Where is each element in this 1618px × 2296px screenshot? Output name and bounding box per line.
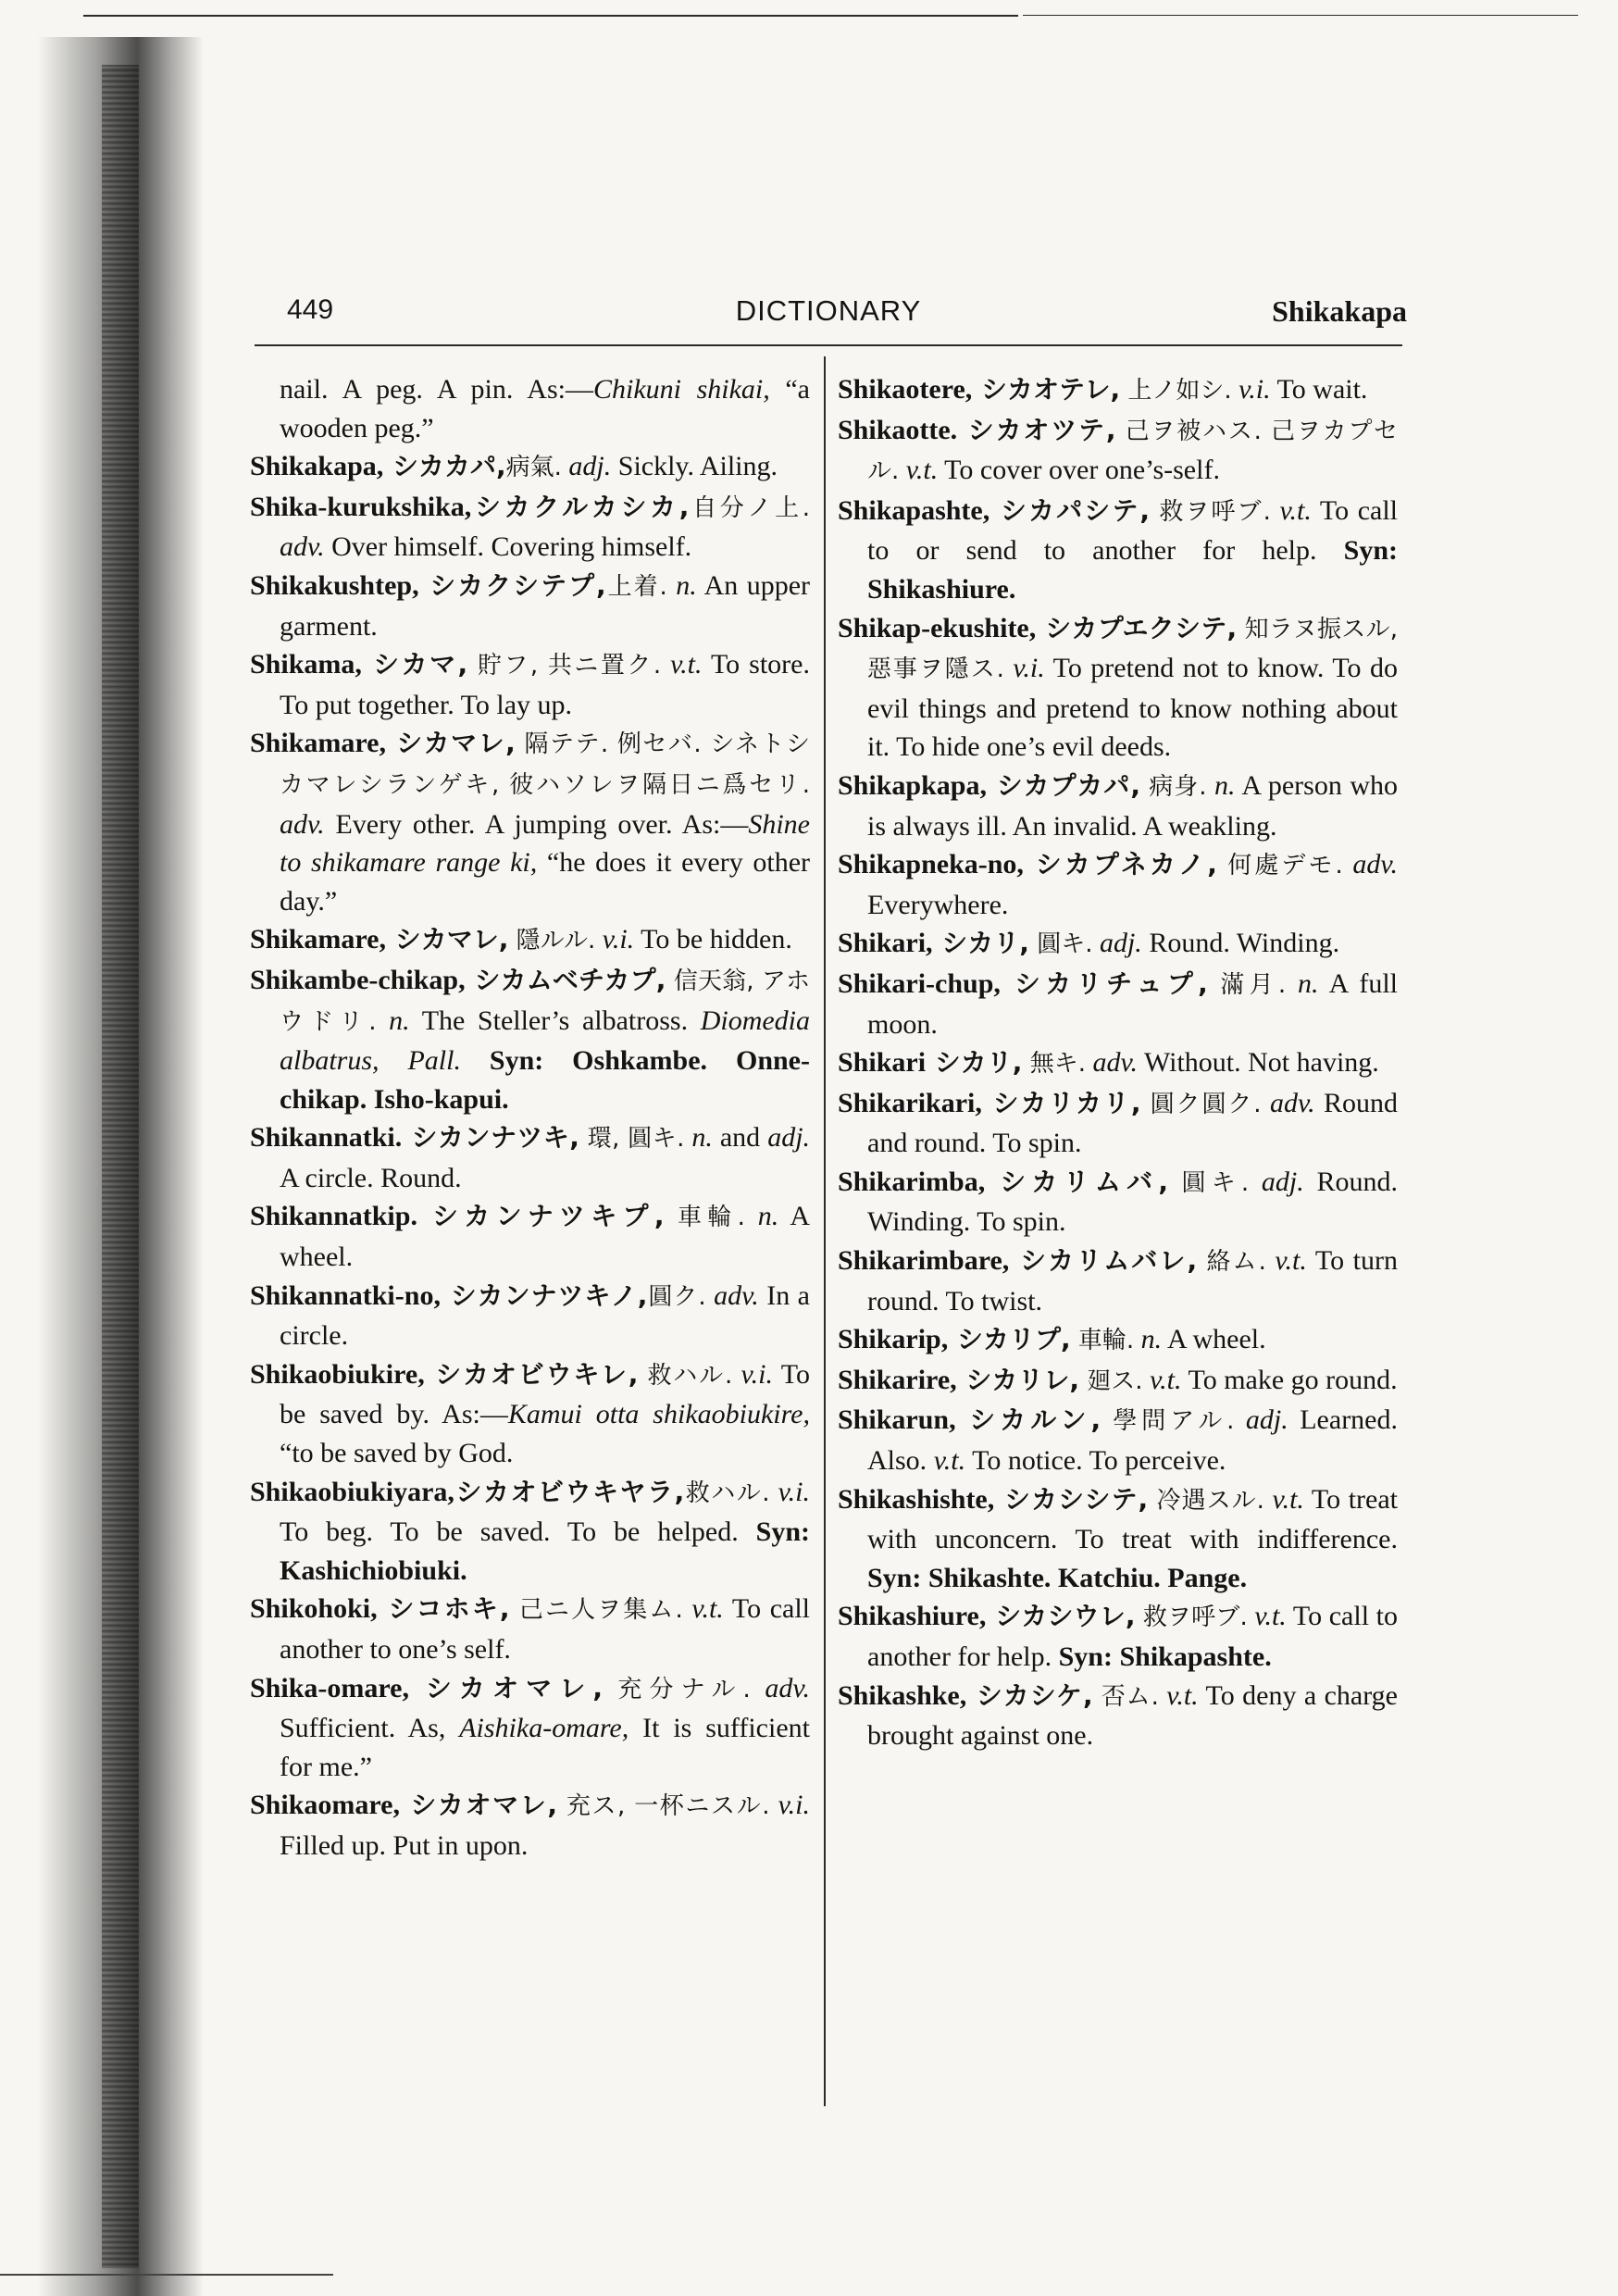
entry-part-of-speech: n. <box>684 1122 713 1154</box>
entry-kana: シカプネカノ, <box>1023 849 1217 880</box>
entry-headword: Shikama, <box>250 649 362 680</box>
entry-definition: To cover over one’s-self. <box>938 455 1220 486</box>
entry-part-of-speech: adj. <box>1234 1404 1288 1436</box>
entry-headword: Shikannatki-no, <box>250 1279 441 1311</box>
entry-kana: シカパシテ, <box>989 494 1151 526</box>
entry-part-of-speech: n. <box>1286 967 1319 999</box>
entry-kana: シカリレ, <box>956 1364 1080 1395</box>
entry-kana: シカンナツキプ, <box>417 1201 665 1232</box>
dictionary-entry <box>250 447 810 488</box>
entry-kanji: 車輪. <box>1070 1327 1135 1355</box>
entry-part-of-speech: v.t. <box>1247 1601 1287 1632</box>
entry-definition: To pretend not to know. To do evil things and pretend to know nothing about it. To hide one’s evil deeds. <box>867 653 1398 763</box>
bottom-rule <box>0 2274 333 2276</box>
entry-headword: Shikaobiukire, <box>250 1358 425 1390</box>
entry-part-of-speech: n. <box>1134 1324 1163 1355</box>
entry-definition: Round. Winding. <box>1141 928 1340 959</box>
entry-kanji: 無キ. <box>1022 1050 1086 1079</box>
entry-definition: “he does it every other day.” <box>280 847 811 917</box>
dictionary-entry <box>250 1355 810 1473</box>
entry-synonyms: Syn: Shikapashte. <box>1052 1641 1272 1672</box>
entry-part-of-speech: v.i. <box>769 1476 810 1507</box>
entry-kanji: 車輪. <box>664 1204 745 1232</box>
entry-kana: シカオマレ, <box>408 1672 604 1703</box>
entry-kanji: 否ム. <box>1092 1682 1159 1711</box>
entry-example: Shine to shikamare range ki, <box>280 808 810 879</box>
dictionary-entry <box>250 488 810 567</box>
entry-definition: Sickly. Ailing. <box>611 451 778 482</box>
entry-headword: Shikashiure, <box>838 1601 987 1632</box>
dictionary-entry <box>838 492 1398 609</box>
dictionary-entry <box>838 1084 1398 1163</box>
entry-kanji: 病氣. <box>505 454 562 482</box>
entry-definition: Learned. Also. <box>867 1404 1398 1477</box>
entry-kanji: 貯フ, 共ニ置ク. <box>467 652 662 680</box>
entry-definition: To wait. <box>1270 374 1368 405</box>
entry-kanji: 救ハル. <box>684 1479 770 1507</box>
header-rule <box>255 344 1402 346</box>
entry-kana: シカオマレ, <box>399 1790 557 1821</box>
entry-headword: Shikarimbare, <box>838 1245 1010 1277</box>
entry-headword: Shikap-ekushite, <box>838 612 1037 643</box>
entry-kana: シカリムバレ, <box>1009 1245 1198 1277</box>
dictionary-entry <box>838 411 1398 492</box>
entry-definition: Everywhere. <box>867 889 1009 920</box>
dictionary-entry <box>838 1401 1398 1479</box>
entry-definition: To make go round. <box>1181 1364 1398 1395</box>
entry-kana: シカマレ, <box>385 924 509 955</box>
entry-kanji: 救ヲ呼ブ. <box>1135 1603 1248 1632</box>
entry-kanji: 絡ム. <box>1197 1248 1266 1277</box>
entry-kanji: 冷遇スル. <box>1148 1486 1264 1515</box>
page-number: 449 <box>287 294 334 325</box>
entry-headword: Shikaotere, <box>838 374 973 405</box>
entry-example: Chikuni shikai, <box>592 374 770 405</box>
dictionary-entry <box>250 1669 810 1787</box>
entry-kanji: 救ヲ呼ブ. <box>1150 497 1271 526</box>
entry-synonyms: Syn: Oshkambe. Onne-chikap. Isho-kapui. <box>280 1045 810 1115</box>
entry-kana: シカシケ, <box>966 1679 1093 1711</box>
entry-synonyms: Syn: Shikashte. Katchiu. Pange. <box>867 1562 1248 1593</box>
entry-headword: Shikaotte. <box>838 414 958 445</box>
entry-kanji: 病身. <box>1140 772 1207 801</box>
entry-kanji: 上着. <box>605 572 667 601</box>
entry-part-of-speech: adv. <box>1261 1087 1315 1118</box>
entry-part-of-speech: n. <box>1206 769 1236 801</box>
entry-kana: シカオテレ, <box>972 374 1121 405</box>
entry-part-of-speech: n. <box>666 569 697 601</box>
entry-headword: Shikakushtep, <box>250 569 419 601</box>
entry-example: Kamui otta shikaobiukire, <box>507 1399 810 1430</box>
dictionary-entry <box>250 1197 810 1276</box>
entry-part-of-speech: v.t. <box>933 1445 966 1477</box>
dictionary-entry <box>838 1043 1398 1084</box>
entry-kanji: 知ラヌ振スル, 惡事ヲ隱ス. <box>867 615 1398 684</box>
dictionary-entry <box>250 567 810 645</box>
entry-definition: “to be saved by God. <box>280 1438 514 1469</box>
entry-kanji: 環, 圓キ. <box>579 1125 685 1154</box>
entry-kana: シカクルカシカ, <box>471 491 690 522</box>
running-title: DICTIONARY <box>735 294 922 327</box>
dictionary-entry <box>250 1118 810 1197</box>
entry-definition: Sufficient. As, <box>280 1713 460 1744</box>
entry-headword: Shika-kurukshika, <box>250 491 472 522</box>
dictionary-entry <box>838 1242 1398 1320</box>
dictionary-entry <box>838 1163 1398 1242</box>
entry-definition: A circle. Round. <box>280 1162 462 1193</box>
dictionary-entry <box>838 370 1398 411</box>
entry-headword: Shikohoki, <box>250 1593 378 1625</box>
entry-kanji: 圓キ. <box>1028 930 1093 959</box>
entry-kana: シカムベチカプ, <box>465 964 666 995</box>
entry-part-of-speech: v.t. <box>1142 1364 1182 1395</box>
entry-headword: Shikarip, <box>838 1324 949 1355</box>
entry-definition: To store. To put together. To lay up. <box>280 649 810 720</box>
entry-headword: Shikarun, <box>838 1404 956 1436</box>
dictionary-entry <box>838 1677 1398 1755</box>
entry-headword: Shikari, <box>838 928 933 959</box>
entry-definition: To beg. To be saved. To be helped. <box>280 1516 739 1548</box>
entry-kana: シカリカリ, <box>981 1087 1141 1118</box>
entry-part-of-speech: v.i. <box>769 1790 810 1821</box>
entry-kana: シカプカパ, <box>986 769 1141 801</box>
entry-part-of-speech: v.t. <box>682 1593 724 1625</box>
entry-definition: A full moon. <box>867 967 1399 1040</box>
dictionary-entry <box>250 1473 810 1591</box>
entry-definition: It is sufficient for me.” <box>280 1713 810 1782</box>
entry-part-of-speech: adj. <box>561 451 612 482</box>
entry-headword: Shikakapa, <box>250 451 384 482</box>
entry-part-of-speech: v.i. <box>595 924 635 955</box>
entry-kanji: 隔テテ. 例セバ. シネトシカマレシランゲキ, 彼ハソレヲ隔日ニ爲セリ. <box>280 730 811 799</box>
entry-kana: シカリチュプ, <box>1000 967 1208 999</box>
entry-kanji: 己ニ人ヲ集ム. <box>509 1596 683 1625</box>
entry-kanji: 圓ク圓ク. <box>1140 1090 1262 1118</box>
left-column <box>250 370 810 1866</box>
entry-part-of-speech: adv. <box>750 1672 810 1703</box>
entry-definition: To notice. To perceive. <box>965 1445 1226 1477</box>
dictionary-entry <box>838 1361 1398 1402</box>
entry-part-of-speech: n. <box>744 1201 779 1232</box>
entry-definition: In a circle. <box>280 1279 810 1352</box>
entry-headword: Shikannatki. <box>250 1122 403 1154</box>
dictionary-entry <box>838 924 1398 965</box>
entry-headword: Shikari-chup, <box>838 967 1001 999</box>
right-column <box>838 370 1398 1755</box>
dictionary-entry <box>838 1320 1398 1361</box>
entry-kanji: 充ス, 一杯ニスル. <box>556 1792 770 1821</box>
dictionary-entry <box>250 724 810 920</box>
entry-kana: シカカパ, <box>383 451 506 482</box>
entry-kana: シコホキ, <box>377 1593 510 1625</box>
entry-kanji: 廻ス. <box>1079 1366 1143 1395</box>
entry-definition: The Steller’s albatross. <box>409 1004 701 1036</box>
entry-example: Aishika-omare, <box>459 1713 629 1744</box>
entry-definition: To call another to one’s self. <box>280 1593 810 1665</box>
dictionary-entry <box>250 961 810 1118</box>
column-divider <box>824 356 826 2106</box>
top-rule <box>83 15 1018 17</box>
dictionary-entry <box>838 965 1398 1043</box>
entry-part-of-speech: v.t. <box>1265 1245 1307 1277</box>
entry-kanji: 圓キ. <box>1167 1168 1250 1197</box>
entry-headword: Shikarikari, <box>838 1087 982 1118</box>
entry-kana: シカオビウキヤラ, <box>454 1476 685 1507</box>
entry-part-of-speech: v.t. <box>1270 494 1312 526</box>
entry-part-of-speech: adv. <box>705 1279 759 1311</box>
dictionary-entry <box>838 609 1398 767</box>
entry-kana: シカリ, <box>932 928 1029 959</box>
entry-kana: シカンナツキノ, <box>440 1279 648 1311</box>
entry-headword: Shikannatkip. <box>250 1201 417 1232</box>
entry-kanji: 滿月. <box>1207 970 1287 999</box>
dictionary-entry <box>250 1277 810 1355</box>
entry-part-of-speech: adv. <box>1342 849 1399 880</box>
entry-definition: Without. Not having. <box>1138 1047 1379 1079</box>
entry-definition: To call to another for help. <box>867 1601 1398 1672</box>
entry-part-of-speech: v.i. <box>1003 653 1045 684</box>
entry-definition: Every other. A jumping over. As:— <box>324 808 749 840</box>
entry-kanji: 信天翁, アホウドリ. <box>280 967 811 1036</box>
entry-part-of-speech: v.t. <box>661 649 703 680</box>
page-spine-texture <box>102 65 139 2268</box>
entry-definition: To deny a charge brought against one. <box>867 1679 1398 1752</box>
entry-definition: Over himself. Covering himself. <box>324 531 692 563</box>
entry-part-of-speech: adj. <box>767 1122 811 1154</box>
dictionary-entry <box>250 920 810 961</box>
dictionary-entry <box>250 1786 810 1865</box>
entry-part-of-speech: n. <box>376 1004 410 1036</box>
entry-kanji: 何處デモ. <box>1216 852 1343 880</box>
entry-part-of-speech: adv. <box>1085 1047 1139 1079</box>
entry-kanji: 充分ナル. <box>603 1675 751 1703</box>
entry-synonyms: Syn: Kashichiobiuki. <box>280 1516 811 1586</box>
dictionary-entry <box>250 1590 810 1668</box>
entry-kana: シカクシテプ, <box>418 569 606 601</box>
entry-definition: nail. A peg. A pin. As:— <box>280 374 593 405</box>
entry-kana: シカシシテ, <box>994 1483 1149 1515</box>
entry-definition: Round and round. To spin. <box>867 1087 1399 1159</box>
entry-kanji: 圓ク. <box>647 1282 706 1311</box>
entry-part-of-speech: adv. <box>280 531 325 563</box>
entry-definition: Round. Winding. To spin. <box>867 1166 1398 1238</box>
entry-part-of-speech: v.t. <box>1263 1483 1304 1515</box>
entry-kana: シカリプ, <box>948 1324 1071 1355</box>
entry-kana: シカオビウキレ, <box>424 1358 639 1390</box>
entry-part-of-speech: adj. <box>1249 1166 1304 1197</box>
entry-kana: シカマ, <box>361 649 468 680</box>
entry-kanji: 上ノ如シ. <box>1120 377 1232 405</box>
entry-headword: Shikashishte, <box>838 1483 995 1515</box>
entry-definition: A person who is always ill. An invalid. A weakling. <box>867 769 1399 842</box>
entry-headword: Shikari <box>838 1047 927 1079</box>
entry-kanji: 救ハル. <box>638 1361 733 1390</box>
page-header <box>250 294 1407 341</box>
entry-definition: An upper garment. <box>280 569 811 642</box>
top-rule-right <box>1023 15 1578 16</box>
entry-headword: Shikapkapa, <box>838 769 987 801</box>
entry-kana: シカシウレ, <box>986 1601 1136 1632</box>
dictionary-entry <box>838 1480 1398 1598</box>
entry-headword: Shikapashte, <box>838 494 990 526</box>
dictionary-entry <box>250 645 810 724</box>
entry-headword: Shikapneka-no, <box>838 849 1024 880</box>
entry-example: Diomedia albatrus, Pall. <box>280 1004 811 1077</box>
entry-definition: and <box>712 1122 768 1154</box>
entry-kanji: 自分ノ上. <box>689 493 810 522</box>
entry-kana: シカリムバ, <box>985 1166 1168 1197</box>
entry-definition: A wheel. <box>1162 1324 1266 1355</box>
guide-word: Shikakapa <box>1272 294 1407 328</box>
entry-definition: To treat with unconcern. To treat with indifference. <box>867 1483 1398 1555</box>
entry-kana: シカプエクシテ, <box>1036 612 1238 643</box>
entry-definition: Filled up. Put in upon. <box>280 1829 529 1861</box>
entry-headword: Shikamare, <box>250 728 386 759</box>
entry-headword: Shika-omare, <box>250 1672 409 1703</box>
dictionary-entry <box>250 370 810 447</box>
entry-definition: To be hidden. <box>634 924 792 955</box>
entry-kanji: 己ヲ被ハス. 己ヲカプセル. <box>867 417 1398 486</box>
dictionary-entry <box>838 845 1398 924</box>
entry-headword: Shikarire, <box>838 1364 957 1395</box>
entry-part-of-speech: v.t. <box>1158 1679 1199 1711</box>
entry-definition: A wheel. <box>280 1201 811 1273</box>
entry-kana: シカンナツキ, <box>402 1122 579 1154</box>
entry-part-of-speech: v.i. <box>1231 374 1271 405</box>
entry-headword: Shikambe-chikap, <box>250 964 466 995</box>
entry-definition: “a wooden peg.” <box>280 374 810 443</box>
entry-kana: シカマレ, <box>385 728 516 759</box>
entry-kana: シカルン, <box>955 1404 1101 1436</box>
dictionary-entry <box>838 1597 1398 1676</box>
entry-kana: シカリ, <box>926 1047 1023 1079</box>
entry-headword: Shikarimba, <box>838 1166 986 1197</box>
entry-part-of-speech: adv. <box>280 808 325 840</box>
entry-kanji: 隱ルル. <box>508 927 596 955</box>
entry-headword: Shikamare, <box>250 924 386 955</box>
dictionary-entry <box>838 767 1398 845</box>
entry-headword: Shikaobiukiyara, <box>250 1476 454 1507</box>
entry-synonyms: Syn: Shikashiure. <box>867 535 1399 605</box>
entry-definition: To turn round. To twist. <box>867 1245 1398 1316</box>
entry-definition: To call to or send to another for help. <box>867 494 1399 567</box>
entry-headword: Shikashke, <box>838 1679 967 1711</box>
entry-kanji: 學問アル. <box>1101 1407 1235 1436</box>
entry-kana: シカオツテ, <box>957 414 1116 445</box>
entry-part-of-speech: adj. <box>1092 928 1142 959</box>
entry-headword: Shikaomare, <box>250 1790 400 1821</box>
entry-part-of-speech: v.t. <box>899 455 939 486</box>
entry-part-of-speech: v.i. <box>732 1358 773 1390</box>
entry-definition: To be saved by. As:— <box>280 1358 810 1430</box>
